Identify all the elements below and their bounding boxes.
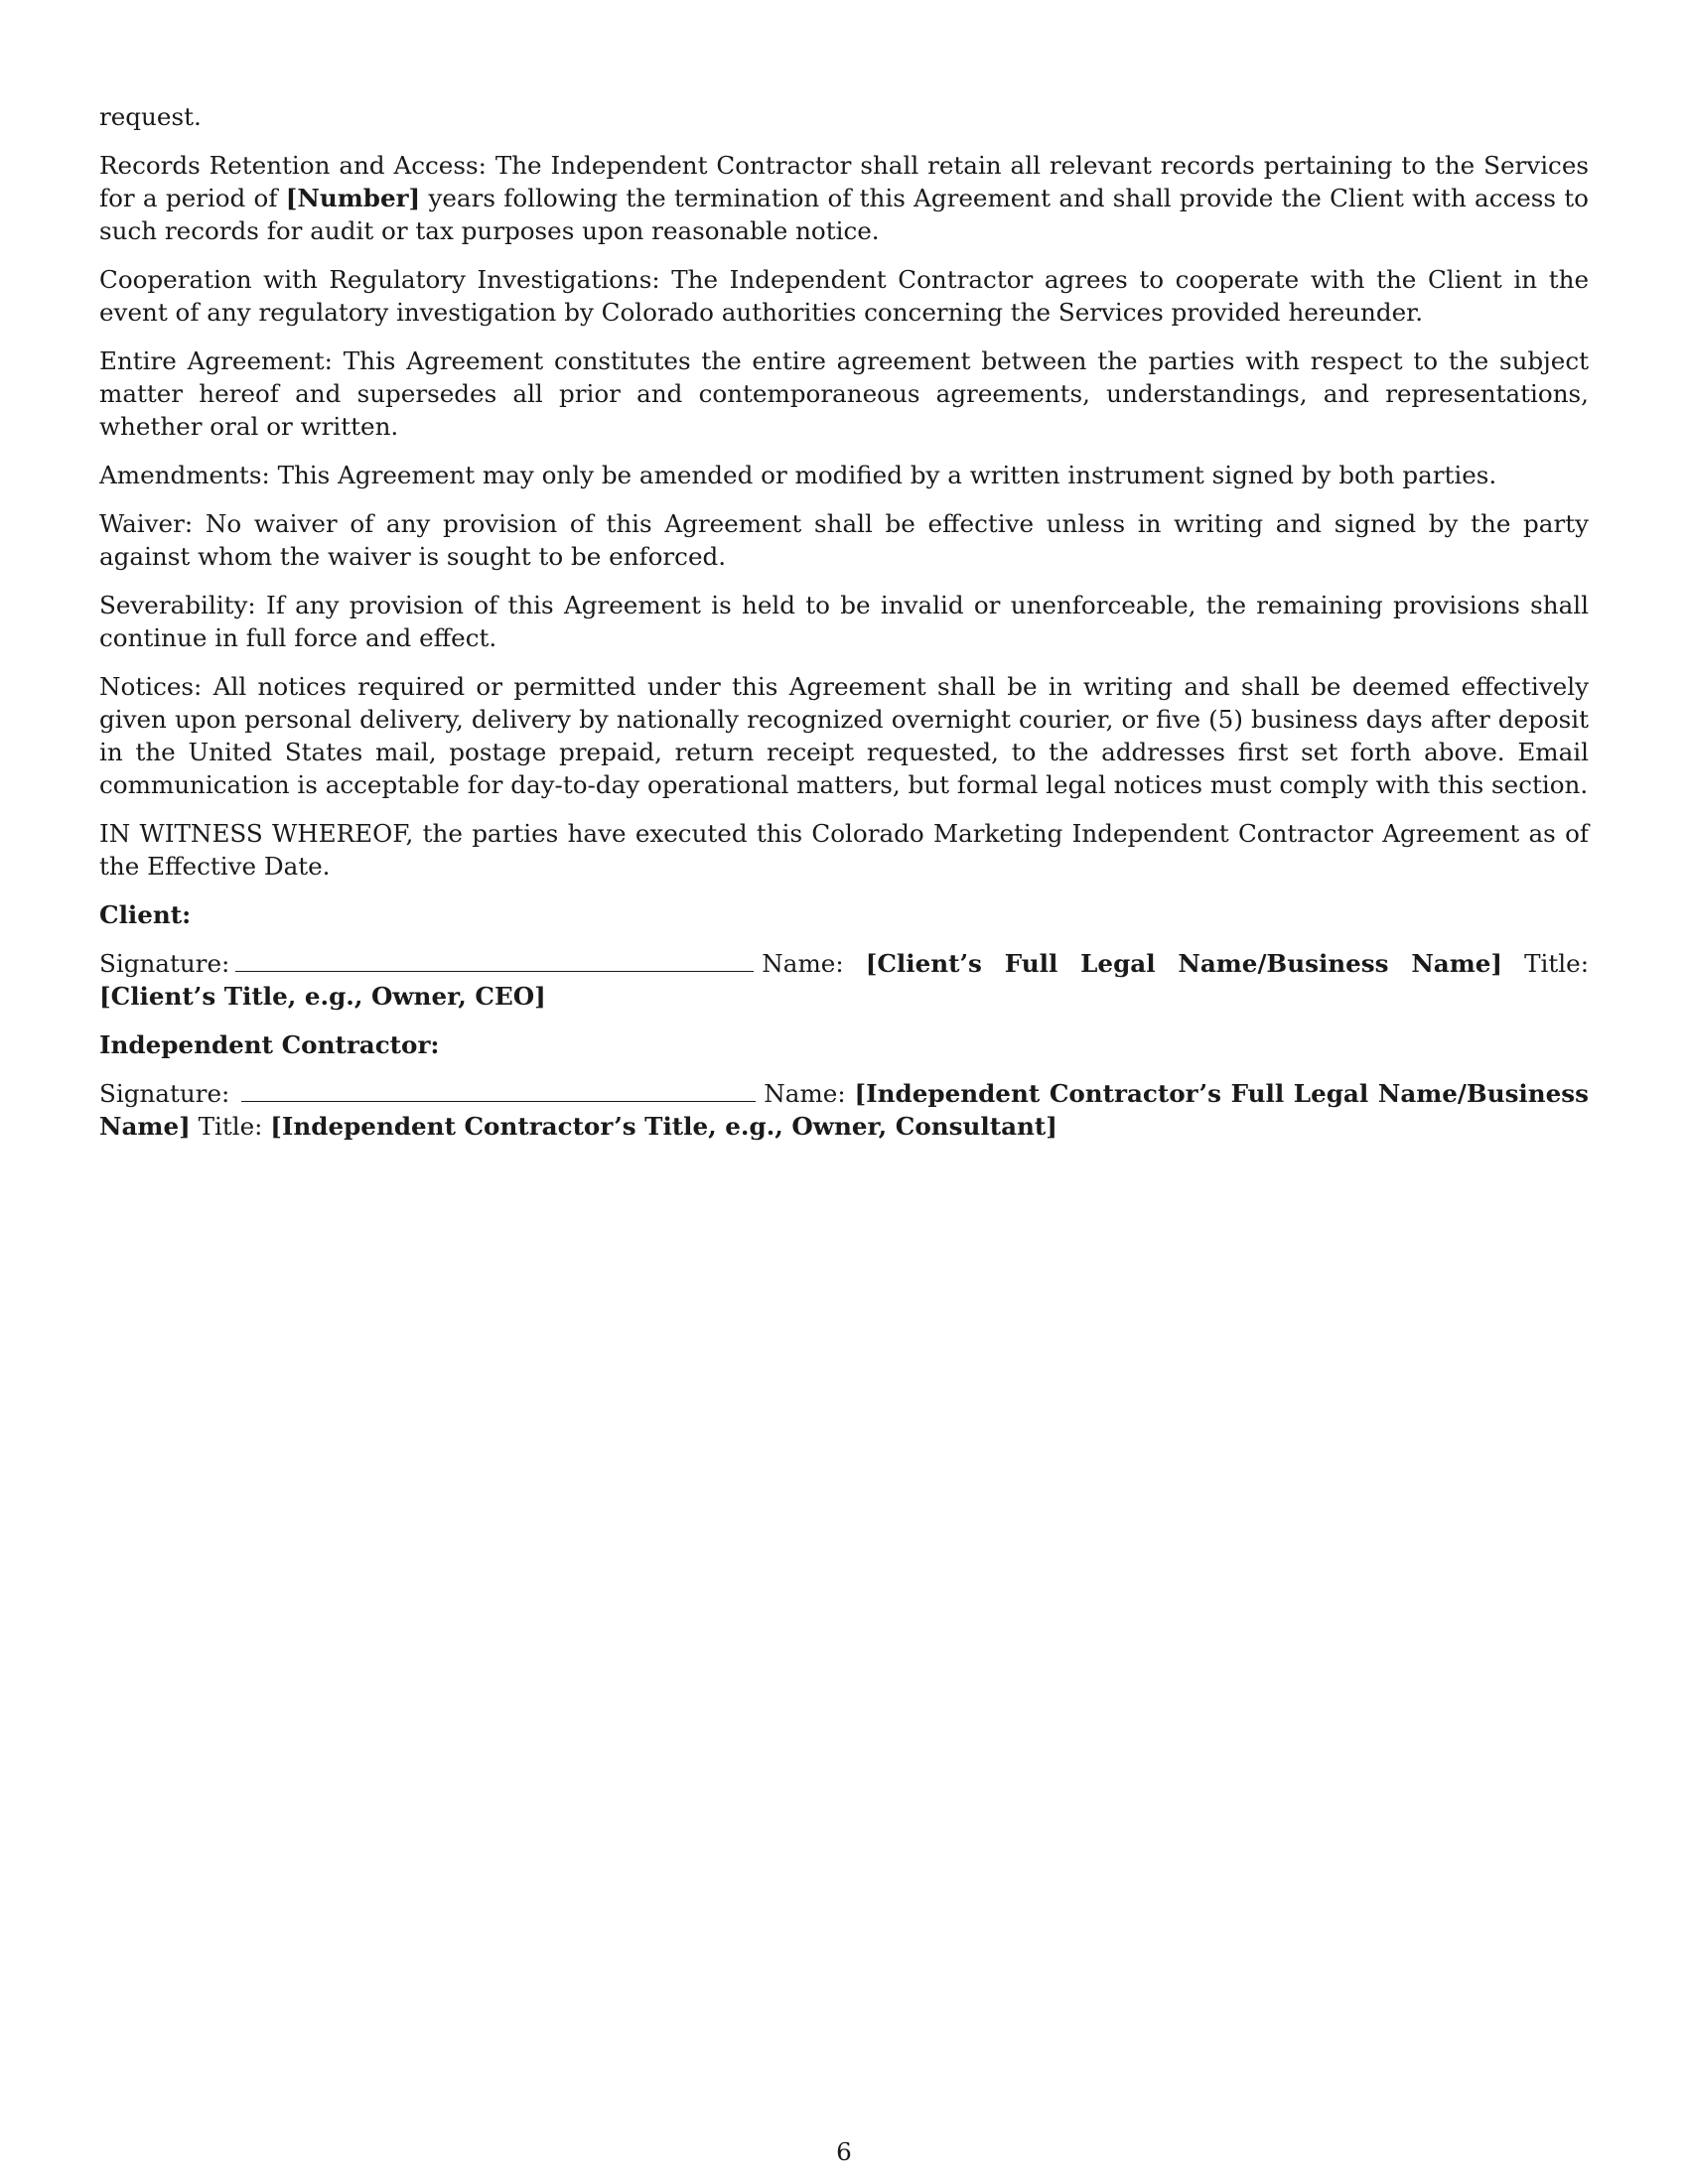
- clause-label: Entire Agreement:: [99, 346, 333, 375]
- client-heading: Client:: [99, 900, 192, 929]
- client-name-placeholder: [Client’s Full Legal Name/Business Name]: [865, 949, 1503, 978]
- clause-label: Amendments:: [99, 461, 270, 489]
- contractor-signature-block: [99, 1077, 1589, 1143]
- clause-text: This Agreement may only be amended or modified by a written instrument signed by both parties.: [277, 461, 1497, 489]
- clause-label: Severability:: [99, 591, 256, 619]
- client-title-placeholder: [Client’s Title, e.g., Owner, CEO]: [99, 982, 546, 1011]
- signature-label: Signature:: [99, 949, 230, 978]
- client-signature-block: [99, 947, 1589, 1013]
- clause-amendments: [99, 459, 1589, 491]
- clause-cooperation: [99, 263, 1589, 329]
- continued-text: request.: [99, 102, 202, 131]
- clause-records-retention: [99, 149, 1589, 247]
- clause-label: Cooperation with Regulatory Investigations:: [99, 265, 660, 294]
- witness-statement: IN WITNESS WHEREOF, the parties have executed this Colorado Marketing Independent Contractor Agreement as of the Effective Date.: [99, 819, 1589, 881]
- clause-label: Records Retention and Access:: [99, 151, 487, 180]
- clause-text: All notices required or permitted under this Agreement shall be in writing and shall be deemed effectively given upon personal delivery, delivery by nationally recognized overnight courier, or five (5) business days after deposit in the United States mail, postage prepaid, return receipt requested, to the addresses first set forth above. Email communication is acceptable for day-to-day operational matters, but formal legal notices must comply with this section.: [99, 672, 1589, 799]
- number-placeholder: [Number]: [285, 184, 421, 212]
- contractor-signature-line[interactable]: [241, 1079, 756, 1102]
- clause-text: years following the termination of this Agreement and shall provide the Client with access to such records for audit or tax purposes upon reasonable notice.: [99, 184, 1589, 245]
- contractor-title-placeholder: [Independent Contractor’s Title, e.g., Owner, Consultant]: [270, 1112, 1057, 1141]
- clause-entire-agreement: [99, 344, 1589, 443]
- clause-severability: [99, 589, 1589, 654]
- title-label: Title:: [1524, 949, 1589, 978]
- clause-text: This Agreement constitutes the entire agreement between the parties with respect to the subject matter hereof and supersedes all prior and contemporaneous agreements, understandings, and representations, whether oral or written.: [99, 346, 1589, 441]
- name-label: Name:: [764, 1079, 846, 1108]
- clause-text: The Independent Contractor agrees to cooperate with the Client in the event of any regulatory investigation by Colorado authorities concerning the Services provided hereunder.: [99, 265, 1589, 327]
- clause-waiver: [99, 507, 1589, 573]
- name-label: Name:: [762, 949, 844, 978]
- clause-label: Waiver:: [99, 509, 194, 538]
- clause-label: Notices:: [99, 672, 203, 701]
- contractor-name-placeholder: [Independent Contractor’s Full Legal Name/Business Name]: [99, 1079, 1589, 1141]
- page-number: 6: [836, 2137, 852, 2166]
- document-page: [99, 100, 1589, 1159]
- client-signature-line[interactable]: [235, 949, 754, 972]
- clause-text: The Independent Contractor shall retain all relevant records pertaining to the Services for a period of: [99, 151, 1590, 212]
- clause-text: No waiver of any provision of this Agreement shall be effective unless in writing and signed by the party against whom the waiver is sought to be enforced.: [99, 509, 1589, 571]
- signature-label: Signature:: [99, 1079, 230, 1108]
- title-label: Title:: [198, 1112, 263, 1141]
- clause-notices: [99, 670, 1589, 801]
- clause-text: If any provision of this Agreement is held to be invalid or unenforceable, the remaining provisions shall continue in full force and effect.: [99, 591, 1589, 652]
- contractor-heading: Independent Contractor:: [99, 1030, 440, 1059]
